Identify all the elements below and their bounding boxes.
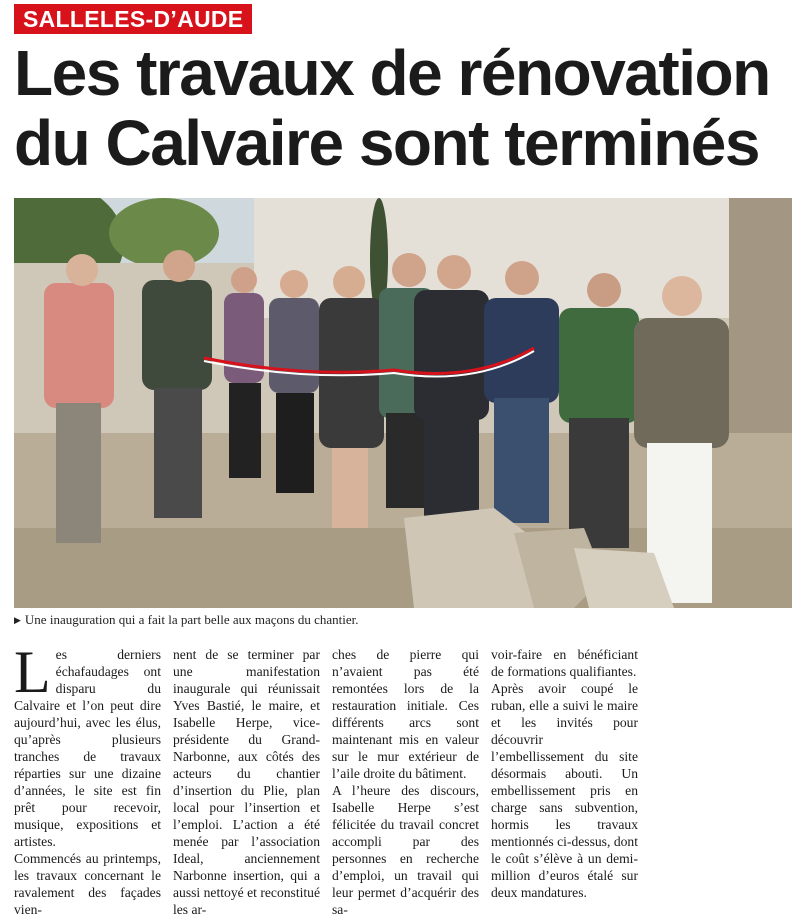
paragraph: ches de pierre qui n’avaient pas été remontées lors de la restauration initiale. Ces différents arcs sont maintenant mis en valeur sur le mur extérieur de l’aile droite du bâtiment. (332, 647, 479, 781)
paragraph: Commencés au printemps, les travaux concernant le ravalement des façades vien- (14, 851, 161, 917)
paragraph: Après avoir coupé le ruban, elle a suivi le maire et les invités pour découvrir l’embellissement du site désormais abouti. Un embellissement pris en charge sans subvention, hormis les travaux mentionnés ci-dessus, dont le coût s’élève à un demi-million d’euros étalé sur deux mandatures. (491, 681, 638, 900)
headline (14, 38, 794, 178)
paragraph: es derniers échafaudages ont disparu du Calvaire et l’on peut dire aujourd’hui, avec les élus, qu’après plusieurs tranches de travaux réparties sur une dizaine d’années, le site est fin prêt pour recevoir, musique, expositions et artistes. (14, 647, 161, 849)
headline-line-2: du Calvaire sont terminés (14, 107, 759, 179)
photo-caption (14, 611, 792, 629)
caption-text: Une inauguration qui a fait la part belle aux maçons du chantier. (24, 612, 359, 627)
article-body (14, 639, 794, 917)
section-kicker: SALLELES-D’AUDE (14, 4, 252, 34)
column-4 (491, 646, 638, 900)
headline-line-1: Les travaux de rénovation (14, 37, 770, 109)
drop-cap: L (14, 639, 51, 705)
inauguration-photo (14, 198, 792, 608)
paragraph: voir-faire en bénéficiant de formations qualifiantes. (491, 647, 638, 679)
column-2 (173, 646, 320, 917)
column-3 (332, 646, 479, 917)
paragraph: A l’heure des discours, Isabelle Herpe s’est félicitée du travail concret accompli par des personnes en recherche d’emploi, un travail qui leur permet d’acquérir des sa- (332, 783, 479, 917)
caption-arrow-icon: ▶ (14, 615, 21, 625)
paragraph: nent de se terminer par une manifestation inaugurale qui réunissait Yves Bastié, le maire, et Isabelle Herpe, vice-présidente du Grand-Narbonne, aux côtés des acteurs du chantier d’insertion du Plie, plan local pour l’insertion et l’emploi. L’action a été menée par l’association Ideal, anciennement Narbonne insertion, qui a aussi nettoyé et reconstitué les ar- (173, 647, 320, 917)
column-1 (14, 639, 161, 917)
